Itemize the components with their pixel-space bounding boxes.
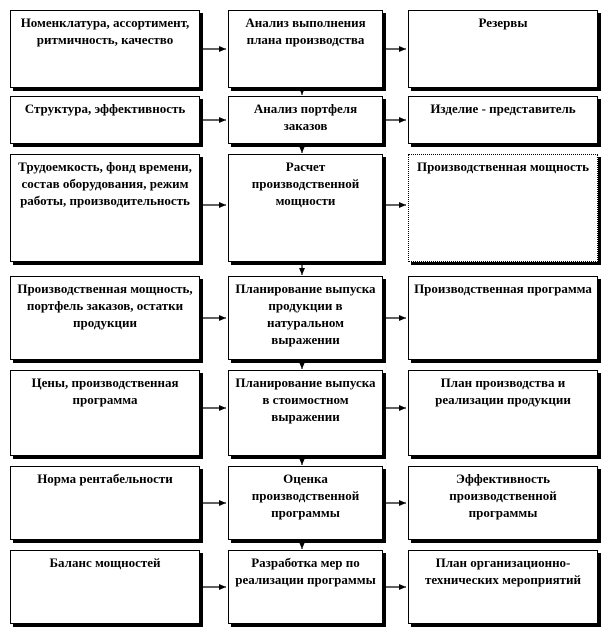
output-box-7	[408, 550, 598, 624]
input-label: Норма рентабельности	[37, 471, 173, 486]
input-box-5	[10, 370, 200, 456]
output-label: Резервы	[478, 15, 528, 30]
process-box-1	[228, 10, 383, 88]
process-box-7	[228, 550, 383, 624]
output-box-2	[408, 96, 598, 144]
input-label: Баланс мощностей	[49, 555, 161, 570]
process-label: Расчет производственной мощности	[251, 159, 360, 208]
output-label: План производства и реализации продукции	[435, 375, 571, 407]
input-label: Структура, эффективность	[24, 101, 186, 116]
output-label: План организационно-технических мероприятий	[424, 555, 582, 587]
process-box-3	[228, 154, 383, 262]
input-box-7	[10, 550, 200, 624]
process-label: Анализ портфеля заказов	[253, 101, 358, 133]
output-box-4	[408, 276, 598, 360]
input-box-1	[10, 10, 200, 88]
output-box-3	[408, 154, 598, 262]
output-label: Производственная программа	[414, 281, 592, 296]
output-box-6	[408, 466, 598, 540]
input-box-2	[10, 96, 200, 144]
output-box-5	[408, 370, 598, 456]
process-label: Планирование выпуска продукции в натуральном выражении	[235, 281, 376, 347]
process-box-2	[228, 96, 383, 144]
process-label: Разработка мер по реализации программы	[235, 555, 376, 587]
input-box-4	[10, 276, 200, 360]
input-label: Цены, производственная программа	[31, 375, 179, 407]
process-label: Анализ выполнения плана производства	[245, 15, 366, 47]
process-label: Планирование выпуска в стоимостном выражении	[235, 375, 376, 424]
process-label: Оценка производственной программы	[251, 471, 360, 520]
input-label: Трудоемкость, фонд времени, состав оборудования, режим работы, производительность	[18, 159, 192, 208]
output-label: Производственная мощность	[416, 159, 590, 174]
process-box-5	[228, 370, 383, 456]
input-box-3	[10, 154, 200, 262]
output-label: Эффективность производственной программы	[449, 471, 557, 520]
output-box-1	[408, 10, 598, 88]
output-label: Изделие - представитель	[430, 101, 576, 116]
input-label: Номенклатура, ассортимент, ритмичность, качество	[20, 15, 190, 47]
process-box-4	[228, 276, 383, 360]
input-label: Производственная мощность, портфель заказов, остатки продукции	[17, 281, 193, 330]
input-box-6	[10, 466, 200, 540]
process-box-6	[228, 466, 383, 540]
